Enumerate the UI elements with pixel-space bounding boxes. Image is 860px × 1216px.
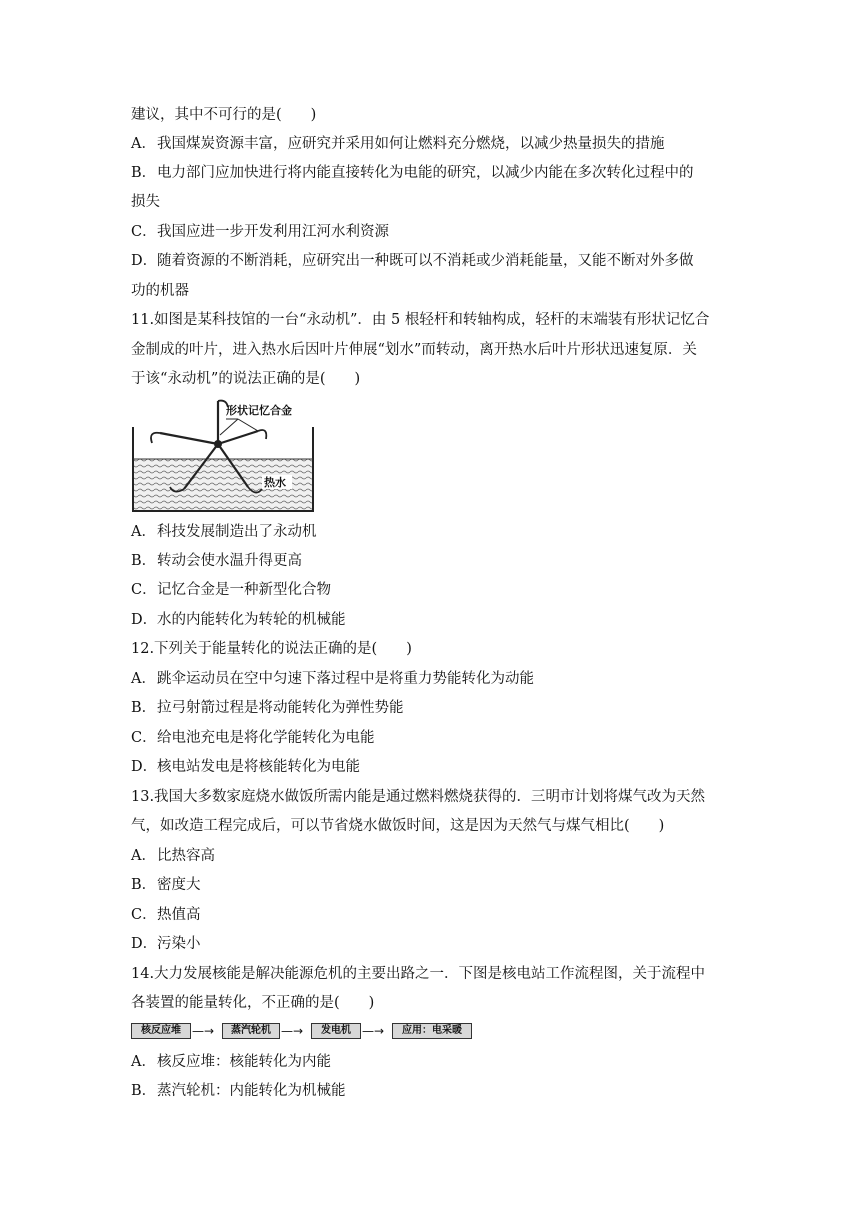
option-text: 核反应堆：核能转化为内能 [157,1054,331,1070]
q12-stem: 12.下列关于能量转化的说法正确的是( ) [131,641,412,657]
option-text: 随着资源的不断消耗，应研究出一种既可以不消耗或少消耗能量，又能不断对外多做 [157,253,694,269]
flow-box-reactor: 核反应堆 [131,1023,191,1039]
q13-option-a [131,846,215,866]
option-text: 比热容高 [157,848,215,864]
q12-option-a [131,669,534,689]
option-text: 拉弓射箭过程是将动能转化为弹性势能 [157,700,404,716]
option-text: 我国应进一步开发利用江河水利资源 [157,224,389,240]
q14-option-a [131,1052,331,1072]
option-letter: B． [131,877,157,893]
option-letter: A． [131,524,156,540]
q10-option-b-cont: 损失 [131,194,160,210]
q10-option-d [131,251,694,271]
q10-option-b [131,163,694,183]
option-letter: B． [131,1083,157,1099]
option-text: 核电站发电是将核能转化为电能 [157,759,360,775]
option-text: 跳伞运动员在空中匀速下落过程中是将重力势能转化为动能 [157,671,534,687]
option-letter: C． [131,582,157,598]
option-letter: A． [131,1054,156,1070]
option-text: 记忆合金是一种新型化合物 [157,582,331,598]
flow-box-generator: 发电机 [311,1023,361,1039]
option-letter: C． [131,907,157,923]
q14-stem-line1: 14.大力发展核能是解决能源危机的主要出路之一．下图是核电站工作流程图，关于流程中 [131,966,706,982]
q12-option-d [131,757,360,777]
option-letter: A． [131,848,156,864]
option-text: 污染小 [157,936,201,952]
option-letter: D． [131,612,158,628]
option-text: 科技发展制造出了永动机 [157,524,317,540]
option-letter: B． [131,165,157,181]
option-text: 热值高 [157,907,201,923]
flow-box-turbine: 蒸汽轮机 [222,1023,280,1039]
nuclear-flow-diagram [131,1023,476,1041]
option-letter: D． [131,936,158,952]
option-text: 蒸汽轮机：内能转化为机械能 [157,1083,346,1099]
option-letter: D． [131,253,158,269]
perpetual-motion-diagram [130,397,320,513]
option-letter: A． [131,136,156,152]
q13-stem-line1: 13.我国大多数家庭烧水做饭所需内能是通过燃料燃烧获得的．三明市计划将煤气改为天然 [131,789,706,805]
option-text: 电力部门应加快进行将内能直接转化为电能的研究，以减少内能在多次转化过程中的 [157,165,694,181]
q11-stem-line3: 于该“永动机”的说法正确的是( ) [131,371,361,387]
q14-option-b [131,1081,346,1101]
q11-option-d [131,610,346,630]
option-text: 密度大 [157,877,201,893]
q11-option-a [131,522,317,542]
alloy-label: 形状记忆合金 [226,404,292,417]
axle [214,440,222,448]
q11-stem-line2: 金制成的叶片，进入热水后因叶片伸展“划水”而转动，离开热水后叶片形状迅速复原．关 [131,342,697,358]
option-letter: A． [131,671,156,687]
flow-arrow: —→ [192,1024,215,1038]
q13-option-d [131,934,201,954]
q10-option-a [131,134,665,154]
option-letter: D． [131,759,158,775]
q13-stem-line2: 气，如改造工程完成后，可以节省烧水做饭时间，这是因为天然气与煤气相比( ) [131,818,665,834]
flow-box-application: 应用：电采暖 [392,1023,472,1039]
q11-option-b [131,551,302,571]
option-letter: C． [131,730,157,746]
option-letter: B． [131,553,157,569]
option-letter: C． [131,224,157,240]
q14-stem-line2: 各装置的能量转化，不正确的是( ) [131,995,375,1011]
option-text: 转动会使水温升得更高 [157,553,302,569]
perpetual-motion-figure [130,397,320,513]
q12-option-b [131,698,404,718]
option-text: 水的内能转化为转轮的机械能 [157,612,346,628]
q11-stem-line1: 11.如图是某科技馆的一台“永动机”．由 5 根轻杆和转轴构成，轻杆的末端装有形状记忆合 [131,312,710,328]
q10-option-c [131,222,389,242]
flow-arrow: —→ [281,1024,304,1038]
option-text: 我国煤炭资源丰富，应研究并采用如何让燃料充分燃烧，以减少热量损失的措施 [157,136,665,152]
q10-stem-tail: 建议，其中不可行的是( ) [131,107,317,123]
q11-option-c [131,580,331,600]
q13-option-b [131,875,201,895]
q12-option-c [131,728,375,748]
flow-arrow: —→ [362,1024,385,1038]
q10-option-d-cont: 功的机器 [131,283,189,299]
q13-option-c [131,905,201,925]
option-text: 给电池充电是将化学能转化为电能 [157,730,375,746]
option-letter: B． [131,700,157,716]
water-label: 热水 [264,476,286,489]
